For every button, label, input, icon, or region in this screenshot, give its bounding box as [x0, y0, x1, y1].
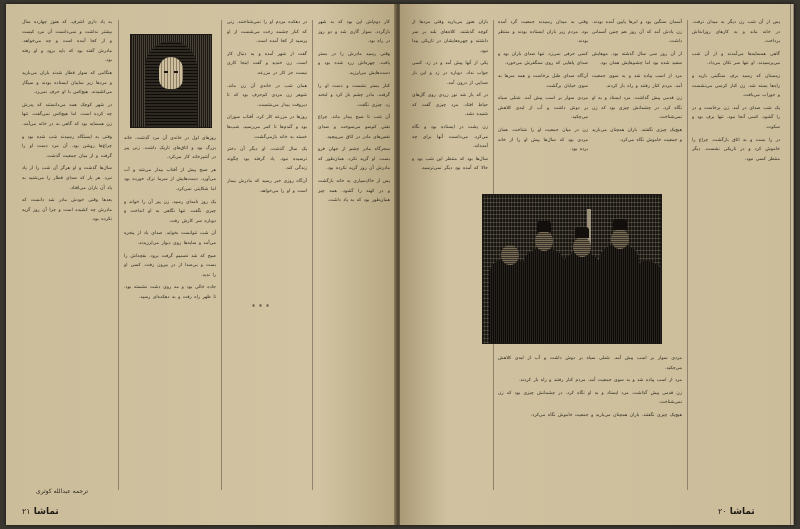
paragraph: همان شب در خانه‌ی آن زن ماند. شوهر زن مردی کم‌حرف بود که تا دیروقت بیدار می‌نشست. — [227, 83, 307, 108]
paragraph: روزها در مزرعه کار کرد. آفتاب سوزان بود و گندم‌ها تا کمر می‌رسید. شب‌ها خسته به خانه بازمی‌گشت. — [227, 115, 307, 140]
paragraph: پس از خاک‌سپاری به خانه بازگشت و در کهنه را گشود. همه چیز همان‌طور بود که به یاد داشت. — [318, 178, 390, 204]
paragraph: مردی سوار بر اسب پیش آمد. شنلی سیاه بر دوش داشت و آب از لبه‌ی کلاهش می‌چکید. — [498, 356, 682, 371]
paragraph: هنگامی که سوار قطار شدند باران می‌بارید و مردها زیر سایبان ایستاده بودند و سیگار می‌کشیدند. هیچ‌کس با او حرف نمی‌زد. — [22, 70, 112, 96]
paragraph: جاده خالی بود و مه روی دشت نشسته بود. تا ظهر راه رفت و به دهکده‌ای رسید. — [124, 285, 216, 300]
magazine-logo — [22, 507, 59, 517]
hat-shape — [575, 227, 589, 238]
paragraph: بعدها وقتی خودش مادر شد دانست که مادرش چه کشیده است و چرا آن روز گریه نکرده بود. — [22, 198, 112, 223]
paragraph: هیچ‌یک چیزی نگفتند. باران همچنان می‌بارید و جمعیت خاموش نگاه می‌کرد. — [592, 127, 682, 143]
woodcut-veiled-woman-illustration — [130, 34, 212, 128]
paragraph: در دهکده مردم او را نمی‌شناختند. زنی که کنار چشمه رخت می‌شست از او پرسید از کجا آمده است. — [227, 20, 307, 45]
column-rule — [687, 20, 688, 490]
paragraph: مرد از اسب پیاده شد و به سوی جمعیت آمد. مردم کنار رفتند و راه باز کردند. — [519, 378, 682, 384]
column-rule — [312, 20, 313, 490]
paragraph: هیچ‌یک چیزی نگفتند. باران همچنان می‌بارید و جمعیت خاموش نگاه می‌کرد. — [530, 412, 682, 418]
paragraph: در را بست و به اتاق بازگشت. چراغ را خاموش کرد و در تاریکی نشست. دیگر منتظر کسی نبود. — [692, 137, 780, 162]
magazine-logo — [718, 507, 755, 517]
woodcut-men-in-rain-illustration — [482, 194, 662, 344]
head-shape — [611, 229, 629, 249]
paragraph: از آن روز سی سال گذشته بود. موهایش سفید شده بود اما چشم‌هایش همان بود. — [592, 51, 682, 67]
left-column-c — [227, 18, 307, 488]
left-column-a — [22, 18, 112, 488]
hat-shape — [537, 221, 551, 232]
right-column-b — [498, 18, 588, 188]
left-column-d — [318, 18, 390, 488]
paragraph: زمستان که رسید برف سنگینی بارید و راه‌ها بسته شد. زن کنار کرسی می‌نشست و جوراب می‌بافت. — [692, 73, 780, 99]
page-stack-edge — [790, 4, 794, 525]
paragraph: پس از آن شب زن دیگر به میدان نرفت. در خانه ماند و به کارهای روزانه‌اش پرداخت. — [692, 20, 780, 45]
paragraph: به یاد داری اشرف، که هنوز چهارده سال بیشتر نداشت و نمی‌دانست آن مرد کیست و از کجا آمده است و چه می‌خواهد. مادرش گفته بود که باید برود و او رفته بود. — [22, 20, 112, 64]
paragraph: وقتی به ایستگاه رسیدند شب شده بود و چراغ‌ها روشن بود. آن مرد دست او را گرفت و از میان جمعیت گذشت. — [22, 134, 112, 159]
paragraph: زن قدمی پیش گذاشت. مرد ایستاد و به او نگاه کرد. در چشمانش چیزی بود که زن نمی‌شناخت. — [498, 390, 682, 406]
paragraph: زن قدمی پیش گذاشت. مرد ایستاد و به او نگاه کرد. در چشمانش چیزی بود که زن نمی‌شناخت. — [592, 96, 682, 121]
page-number: ۲۱ — [22, 507, 31, 516]
paragraph: یک شب صدای در آمد. زن برخاست و در را گشود. کسی آنجا نبود. تنها برف بود و سکوت. — [692, 105, 780, 130]
paragraph: گاهی همسایه‌ها می‌آمدند و از آن شب می‌پرسیدند. او تنها سر تکان می‌داد. — [692, 51, 780, 67]
column-rule — [221, 20, 222, 490]
column-rule — [118, 20, 119, 490]
paragraph: یکی از آنها پیش آمد و در زد. کسی جواب نداد. دوباره در زد و این بار صدایی از درون آمد. — [412, 61, 488, 86]
paragraph: در که باز شد نور زردی روی گل‌های حیاط افتاد. مرد چیزی گفت که شنیده نشد. — [412, 93, 488, 118]
paragraph: کسی حرفی نمی‌زد. تنها صدای باران بود و صدای پاهایی که روی سنگفرش می‌خورد. — [498, 51, 588, 67]
paragraph: روزهای اول در خانه‌ی آن مرد گذشت. خانه بزرگ بود و اتاق‌های تاریک داشت. زنی پیر در آشپزخانه کار می‌کرد. — [124, 136, 216, 161]
face-shape — [159, 57, 183, 89]
paragraph: صبح که شد تصمیم گرفت برود. بقچه‌اش را بست و بی‌صدا از در بیرون رفت. کسی او را ندید. — [124, 253, 216, 278]
paragraph: آن‌گاه صدای طبل برخاست و همه سرها به سوی خیابان برگشت. — [498, 73, 588, 89]
paragraph: سال‌ها بود که منتظر این شب بود و حالا که آمده بود دیگر نمی‌ترسید. — [412, 156, 488, 172]
right-lower-text — [498, 354, 682, 494]
right-column-d — [692, 18, 780, 488]
head-shape — [573, 237, 591, 257]
head-shape — [535, 231, 553, 251]
hat-shape — [613, 219, 627, 230]
figure-shape — [523, 249, 565, 344]
paragraph: آن‌گاه روزی خبر رسید که مادرش بیمار است و او را می‌خواهد. — [227, 178, 307, 194]
eye-shape — [164, 71, 168, 73]
section-break-stars: *** — [252, 304, 273, 311]
paragraph: یک سال گذشت. او دیگر آن دختر ترسیده نبود. یاد گرفته بود چگونه زندگی کند. — [227, 147, 307, 172]
paragraph: وقتی به میدان رسیدند جمعیت گرد آمده بود. مردم زیر باران ایستاده بودند و منتظر بودند. — [498, 20, 588, 45]
left-column-b — [124, 134, 216, 484]
eye-shape — [174, 71, 178, 73]
head-shape — [501, 245, 519, 265]
page-number: ۲۰ — [718, 507, 727, 516]
translator-credit: ترجمه عبدالله کوثری — [36, 488, 89, 495]
logo-text: تماشا — [729, 507, 755, 517]
paragraph: سال‌ها گذشت و او هرگز آن شب را از یاد نبرد. هر بار که صدای قطار را می‌شنید به یاد آن باران می‌افتاد. — [22, 166, 112, 191]
figure-shape — [561, 253, 601, 344]
paragraph: گفت از شهر آمده و به دنبال کار است. زن خندید و گفت اینجا کاری نیست جز کار در مزرعه. — [227, 51, 307, 76]
paragraph: وقتی رسید مادرش را در بستر یافت. چهره‌اش زرد شده بود و دست‌هایش می‌لرزید. — [318, 51, 390, 76]
paragraph: یک روز نامه‌ای رسید. زن پیر آن را خواند و چیزی نگفت. تنها نگاهی به او انداخت و دوباره سر کارش رفت. — [124, 199, 216, 224]
paragraph: باران هنوز می‌بارید وقتی مردها از کوچه گذشتند. کلاه‌های بلند بر سر داشتند و چهره‌هایشان در تاریکی پیدا نبود. — [412, 20, 488, 54]
paragraph: زن پشت در ایستاده بود و نگاه می‌کرد. می‌دانست آنها برای چه آمده‌اند. — [412, 124, 488, 150]
paragraph: هر صبح پیش از آفتاب بیدار می‌شد و آب می‌آورد. دست‌هایش از سرما ترک خورده بود اما شکایتی نمی‌کرد. — [124, 167, 216, 192]
paragraph: آسمان سنگین بود و ابرها پایین آمده بودند. زن یادش آمد که آن روز هم چنین آسمانی داشت. — [592, 20, 682, 45]
paragraph: آن شب نتوانست بخوابد. صدای باد از پنجره می‌آمد و سایه‌ها روی دیوار می‌لرزیدند. — [124, 231, 216, 246]
paragraph: کار دوم‌اش این بود که به شهر بازگردد. سوار گاری شد و دو روز در راه بود. — [318, 20, 390, 45]
paragraph: مردی سوار بر اسب پیش آمد. شنلی سیاه بر دوش داشت و آب از لبه‌ی کلاهش می‌چکید. — [498, 96, 588, 121]
magazine-spread — [6, 4, 794, 525]
paragraph: آن شب تا صبح بیدار ماند. چراغ نفتی کم‌سو می‌سوخت و صدای نفس‌های مادر در اتاق می‌پیچید. — [318, 115, 390, 140]
paragraph: کنار بستر نشست و دست او را گرفت. مادر چشم باز کرد و لبخند زد. چیزی نگفت. — [318, 83, 390, 108]
paragraph: مرد از اسب پیاده شد و به سوی جمعیت آمد. مردم کنار رفتند و راه باز کردند. — [592, 73, 682, 89]
figure-shape — [631, 261, 662, 344]
left-page — [6, 4, 396, 525]
paragraph: زن در میان جمعیت او را شناخت. همان مردی بود که سال‌ها پیش او را از خانه برده بود. — [498, 127, 588, 153]
paragraph: در شهر کوچک همه می‌دانستند که پدرش چه کرده است. اما هیچ‌کس نمی‌گفت. تنها زن همسایه بود که گاهی به در خانه می‌آمد. — [22, 102, 112, 127]
logo-text: تماشا — [33, 507, 59, 517]
right-column-c — [592, 18, 682, 188]
paragraph: سحرگاه مادر چشم از جهان فرو بست. او گریه نکرد. همان‌طور که مادرش آن روز گریه نکرده بود. — [318, 147, 390, 172]
right-column-a — [412, 18, 488, 488]
